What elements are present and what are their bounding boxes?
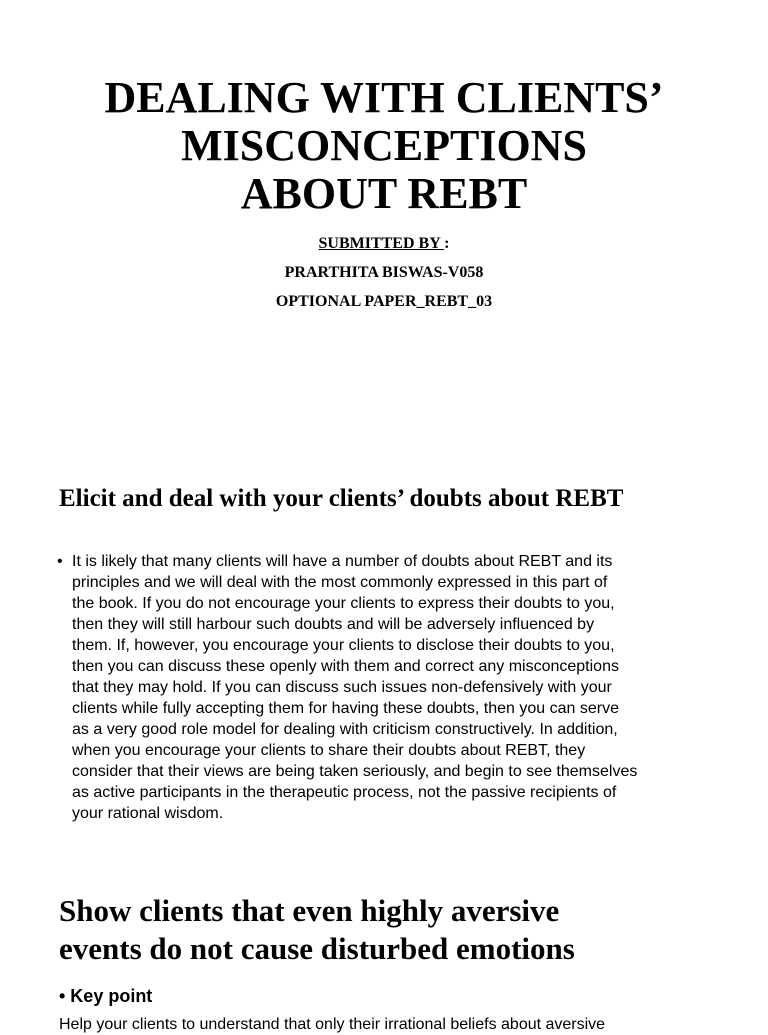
paragraph-line: as active participants in the therapeutic process, not the passive recipients of [72, 784, 617, 801]
submission-info [0, 229, 768, 316]
paper-code: OPTIONAL PAPER_REBT_03 [275, 293, 493, 310]
paragraph-line: the book. If you do not encourage your clients to express their doubts to you, [72, 595, 615, 612]
doubts-heading: Elicit and deal with your clients’ doubts about REBT [59, 485, 624, 512]
paragraph-line: It is likely that many clients will have a number of doubts about REBT and its [72, 553, 613, 570]
heading-line-2: events do not cause disturbed emotions [59, 931, 575, 966]
doubts-slide [0, 460, 768, 860]
paragraph-line: that they may hold. If you can discuss such issues non-defensively with your [72, 679, 612, 696]
paragraph-line: when you encourage your clients to share their doubts about REBT, they [72, 742, 586, 759]
paragraph-line: your rational wisdom. [72, 805, 224, 822]
paragraph-line: then you can discuss these openly with them and correct any misconceptions [72, 658, 619, 675]
submitted-by-colon: : [444, 235, 450, 252]
cut-off-text-line: Help your clients to understand that only their irrational beliefs about aversive [59, 1016, 606, 1033]
key-point-bullet: • Key point [59, 986, 153, 1006]
bullet-marker: • [57, 553, 63, 570]
title-line-2: MISCONCEPTIONS [181, 121, 587, 170]
document-title [40, 74, 728, 218]
aversive-events-heading [59, 892, 575, 968]
paragraph-line: as a very good role model for dealing with criticism constructively. In addition, [72, 721, 618, 738]
title-line-1: DEALING WITH CLIENTS’ [104, 73, 664, 122]
heading-line-1: Show clients that even highly aversive [59, 893, 560, 928]
paragraph-line: clients while fully accepting them for having these doubts, then you can serve [72, 700, 619, 717]
title-slide [0, 0, 768, 460]
paragraph-line: principles and we will deal with the most commonly expressed in this part of [72, 574, 608, 591]
submitted-by-line [0, 229, 768, 258]
paragraph-line: them. If, however, you encourage your clients to disclose their doubts to you, [72, 637, 615, 654]
submitted-by-label: SUBMITTED BY [318, 235, 445, 252]
author-name: PRARTHITA BISWAS-V058 [284, 264, 484, 281]
paragraph-line: consider that their views are being taken seriously, and begin to see themselves [72, 763, 638, 780]
doubts-bullet [57, 551, 717, 824]
aversive-events-slide [0, 860, 768, 1033]
title-line-3: ABOUT REBT [240, 169, 528, 218]
paragraph-line: then they will still harbour such doubts and will be adversely influenced by [72, 616, 595, 633]
